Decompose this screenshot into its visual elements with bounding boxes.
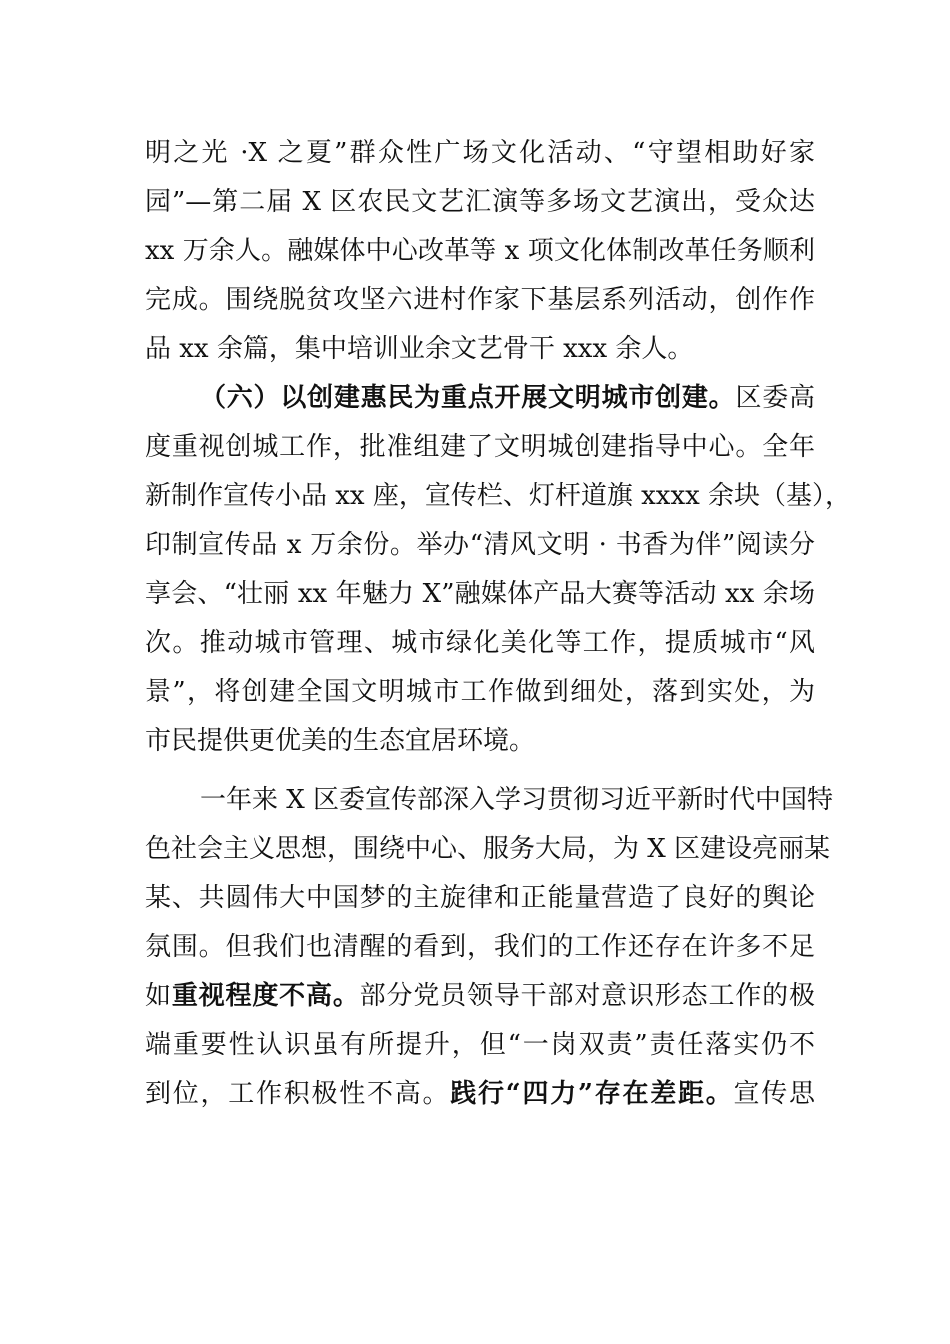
section-heading: （六）以创建惠民为重点开展文明城市创建。	[200, 383, 736, 413]
text-line-13: 市民提供更优美的生态宜居环境。	[145, 726, 536, 756]
text-line-19: 端重要性认识虽有所提升，但“一岗双责”责任落实仍不	[145, 1030, 815, 1060]
text-line-4: 完成。围绕脱贫攻坚六进村作家下基层系列活动，创作作	[145, 285, 815, 315]
bold-phrase-emphasis: 践行“四力”存在差距。	[450, 1079, 734, 1109]
text-line-12: 景”，将创建全国文明城市工作做到细处，落到实处，为	[145, 677, 815, 707]
text-line-17: 氛围。但我们也清醒的看到，我们的工作还存在许多不足	[145, 932, 815, 962]
text-line-14: 一年来 X 区委宣传部深入学习贯彻习近平新时代中国特	[200, 785, 834, 815]
text-line-3: xx 万余人。融媒体中心改革等 x 项文化体制改革任务顺利	[145, 236, 815, 266]
text-line-15: 色社会主义思想，围绕中心、服务大局，为 X 区建设亮丽某	[145, 834, 831, 864]
bold-phrase-emphasis: 重视程度不高。	[171, 981, 360, 1011]
text-line-7: 度重视创城工作，批准组建了文明城创建指导中心。全年	[145, 432, 815, 462]
text-line-10: 享会、“壮丽 xx 年魅力 X”融媒体产品大赛等活动 xx 余场	[145, 579, 815, 609]
text-line-5: 品 xx 余篇，集中培训业余文艺骨干 xxx 余人。	[145, 334, 694, 364]
section-heading-line: （六）以创建惠民为重点开展文明城市创建。区委高	[200, 383, 815, 413]
text-line-20: 到位，工作积极性不高。践行“四力”存在差距。宣传思	[145, 1079, 815, 1109]
text-line-1: 明之光 ·X 之夏”群众性广场文化活动、“守望相助好家	[145, 138, 815, 168]
text-line-2: 园”—第二届 X 区农民文艺汇演等多场文艺演出，受众达	[145, 187, 815, 217]
text-line-9: 印制宣传品 x 万余份。举办“清风文明 · 书香为伴”阅读分	[145, 530, 815, 560]
text-line-11: 次。推动城市管理、城市绿化美化等工作，提质城市“风	[145, 628, 815, 658]
text-line-8: 新制作宣传小品 xx 座，宣传栏、灯杆道旗 xxxx 余块（基），	[145, 481, 852, 511]
text-line-18: 如重视程度不高。部分党员领导干部对意识形态工作的极	[145, 981, 815, 1011]
text-line-16: 某、共圆伟大中国梦的主旋律和正能量营造了良好的舆论	[145, 883, 815, 913]
